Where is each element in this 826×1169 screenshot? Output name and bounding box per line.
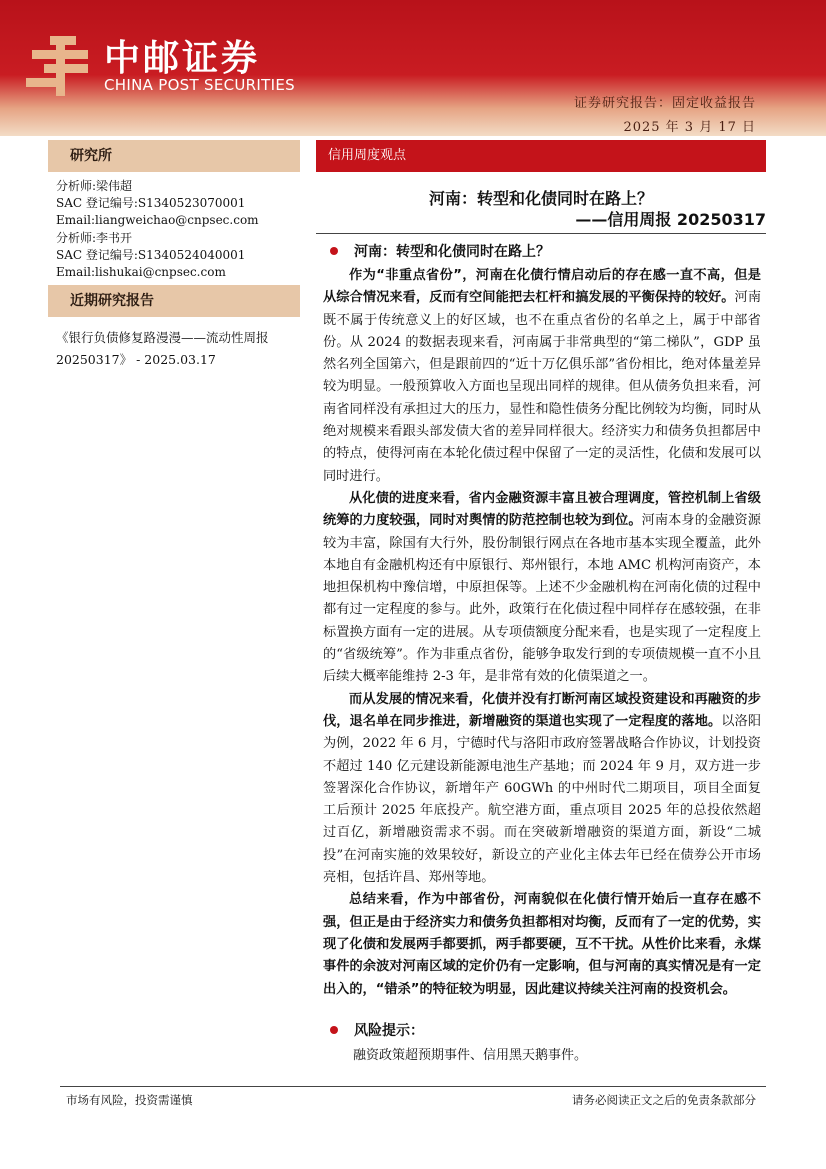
risk-heading-text: 风险提示： bbox=[354, 1023, 424, 1039]
brand-name-cn: 中邮证券 bbox=[104, 38, 261, 79]
body-paragraph bbox=[323, 488, 761, 689]
paragraph-text: 河南本身的金融资源较为丰富，除国有大行外，股份制银行网点在各地市基本实现全覆盖，此外本地自有金融机构还有中原银行、郑州银行，本地 AMC 机构河南资产，本地担保机构中豫信增，中原担保等。上述不少金融机构在河南化债的过程中都有过一定程度的参与。此外，政策行在化债过程中同样存在感较强，在非标置换方面有一定的进展。从专项债额度分配来看，也是实现了一定程度上的“省级统筹”。作为非重点省份，能够争取发行到的专项债规模一直不小且后续大概率能维持 2-3 年，是非常有效的化债渠道之一。 bbox=[323, 513, 761, 685]
risk-heading bbox=[330, 1020, 424, 1040]
analyst-info bbox=[48, 172, 300, 281]
analyst-name: 分析师:李书开 bbox=[56, 230, 133, 245]
report-title: 河南：转型和化债同时在路上？ bbox=[428, 189, 653, 208]
report-header bbox=[0, 0, 826, 136]
paragraph-lead: 总结来看，作为中部省份，河南貌似在化债行情开始后一直存在感不强，但正是由于经济实力和债务负担都相对均衡，反而有了一定的优势，实现了化债和发展两手都要抓，两手都要硬，互不干扰。从性价比来看，永煤事件的余波对河南区域的定价仍有一定影响，但与河南的真实情况是有一定出入的，“错杀”的特征较为明显，因此建议持续关注河南的投资机会。 bbox=[323, 892, 761, 997]
china-post-logo-icon bbox=[26, 34, 94, 96]
paragraph-lead: 作为“非重点省份”，河南在化债行情启动后的存在感一直不高，但是从综合情况来看，反而有空间能把去杠杆和搞发展的平衡保持的较好。 bbox=[323, 268, 761, 306]
analyst-email[interactable]: Email:lishukai@cnpsec.com bbox=[56, 265, 226, 280]
research-institute-heading: 研究所 bbox=[48, 140, 300, 172]
body-paragraph bbox=[323, 265, 761, 488]
risk-text: 融资政策超预期事件、信用黑天鹅事件。 bbox=[353, 1048, 588, 1063]
analyst-sac: SAC 登记编号:S1340524040001 bbox=[56, 247, 246, 262]
footer-disclaimer-right: 请务必阅读正文之后的免责条款部分 bbox=[572, 1093, 756, 1107]
bullet-icon bbox=[330, 1026, 338, 1034]
report-type: 证券研究报告：固定收益报告 bbox=[573, 96, 756, 111]
report-date: 2025 年 3 月 17 日 bbox=[623, 120, 756, 135]
section-tab: 信用周度观点 bbox=[316, 140, 766, 172]
analyst-sac: SAC 登记编号:S1340523070001 bbox=[56, 196, 246, 211]
sidebar bbox=[48, 140, 300, 371]
body-paragraph bbox=[323, 889, 761, 1000]
footer-disclaimer-left: 市场有风险，投资需谨慎 bbox=[66, 1093, 193, 1107]
section-heading bbox=[330, 241, 550, 261]
report-subtitle: ——信用周报 20250317 bbox=[575, 210, 766, 229]
paragraph-lead: 从化债的进度来看，省内金融资源丰富且被合理调度，管控机制上省级统筹的力度较强，同时对舆情的防范控制也较为到位。 bbox=[323, 490, 761, 529]
paragraph-text: 河南既不属于传统意义上的好区域，也不在重点省份的名单之上，属于中部省份。从 2024 的数据表现来看，河南属于非常典型的“第二梯队”，GDP 虽然名列全国第六，但是跟前四的“近十万亿俱乐部”省份相比，绝对体量差异较为明显。一般预算收入方面也呈现出同样的规律。但从债务负担来看，河南省同样没有承担过大的压力，显性和隐性债务分配比例较为均衡，同时从绝对规模来看跟头部发债大省的差异同样很大。经济实力和债务负担都居中的特点，使得河南在本轮化债过程中保留了一定的灵活性，化债和发展可以同时进行。 bbox=[323, 290, 762, 484]
analyst-email[interactable]: Email:liangweichao@cnpsec.com bbox=[56, 213, 259, 228]
paragraph-text: 以洛阳为例，2022 年 6 月，宁德时代与洛阳市政府签署战略合作协议，计划投资不超过 140 亿元建设新能源电池生产基地；而 2024 年 9 月，双方进一步签署深化合作协议，新增年产 60GWh 的中州时代二期项目，项目全面复工后预计 2025 年底投产。航空港方面，重点项目 2025 年的总投依然超过百亿，新增融资需求不弱。而在突破新增融资的渠道方面，新设“二城投”在河南实施的效果较好，新设立的产业化主体去年已经在债券公开市场亮相，包括许昌、郑州等地。 bbox=[323, 713, 762, 886]
report-body bbox=[323, 265, 761, 1001]
brand-name-en: CHINA POST SECURITIES bbox=[104, 76, 295, 94]
footer-divider bbox=[60, 1086, 766, 1087]
recent-report-item[interactable]: 《银行负债修复路漫漫——流动性周报 20250317》 - 2025.03.17 bbox=[56, 330, 269, 368]
analyst-name: 分析师:梁伟超 bbox=[56, 179, 133, 193]
paragraph-lead: 而从发展的情况来看，化债并没有打断河南区域投资建设和再融资的步伐，退名单在同步推进，新增融资的渠道也实现了一定程度的落地。 bbox=[323, 691, 761, 729]
body-paragraph bbox=[323, 689, 761, 890]
recent-reports-heading: 近期研究报告 bbox=[48, 285, 300, 317]
title-divider bbox=[316, 233, 766, 234]
bullet-icon bbox=[330, 247, 338, 255]
section-heading-text: 河南：转型和化债同时在路上？ bbox=[354, 244, 550, 260]
